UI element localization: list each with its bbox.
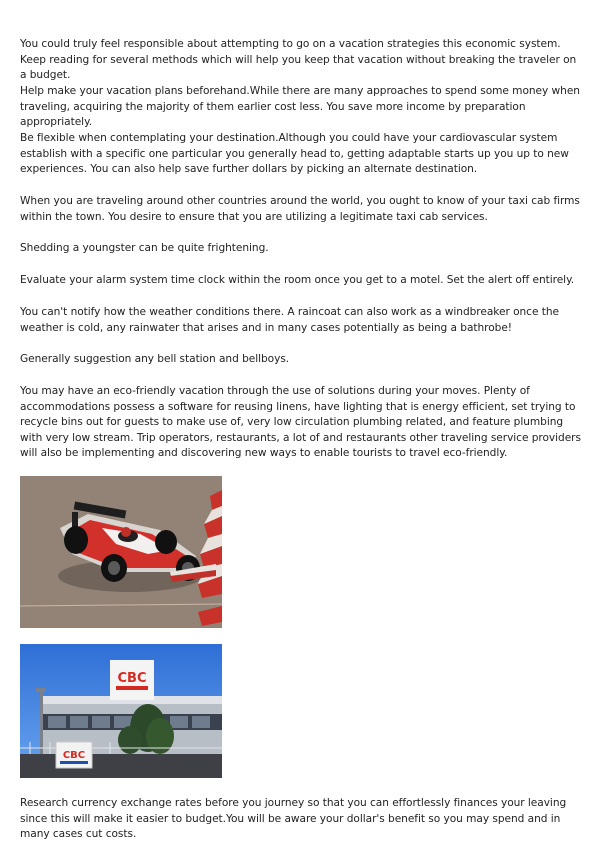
paragraph-flexible: Be flexible when contemplating your destination.Although you could have your cardiovascular system establish with a specific one particular you generally head to, getting adaptable starts up you up to new experiences. You can also help save further dollars by picking an alternate destination.	[20, 132, 569, 176]
paragraph-alarm: Evaluate your alarm system time clock within the room once you get to a motel. Set the alert off entirely.	[20, 274, 575, 286]
paragraph-eco-friendly: You may have an eco-friendly vacation through the use of solutions during your moves. Plenty of accommodations possess a software for reusing linens, have lighting that is energy efficient, set trying to recycle bins out for guests to make use of, very low circulation plumbing related, and feature plumbing with very low stream. Trip operators, restaurants, a lot of and restaurants other traveling service providers will also be implementing and discovering new ways to enable tourists to travel eco-friendly.	[20, 385, 581, 460]
cbc-front-sign: CBC	[62, 750, 86, 761]
race-car-photo	[20, 476, 222, 628]
paragraph-youngster: Shedding a youngster can be quite frightening.	[20, 242, 269, 254]
paragraph-currency: Research currency exchange rates before you journey so that you can effortlessly finances your leaving since this will make it easier to budget.You will be aware your dollar's benefit so you may spend and in many cases cut costs.	[20, 797, 567, 841]
cbc-tower-sign: CBC	[117, 671, 147, 686]
cbc-building-photo	[20, 644, 222, 778]
paragraph-bellboys: Generally suggestion any bell station and bellboys.	[20, 353, 290, 365]
paragraph-weather: You can't notify how the weather conditions there. A raincoat can also work as a windbreaker once the weather is cold, any rainwater that arises and in many cases potentially as being a bathrobe!	[20, 306, 559, 334]
paragraph-plans: Help make your vacation plans beforehand.While there are many approaches to spend some money when traveling, acquiring the majority of them earlier cost less. You save more income by preparation appropriately.	[20, 85, 580, 129]
paragraph-taxi: When you are traveling around other countries around the world, you ought to know of your taxi cab firms within the town. You desire to ensure that you are utilizing a legitimate taxi cab services.	[20, 195, 580, 223]
paragraph-intro: You could truly feel responsible about attempting to go on a vacation strategies this economic system. Keep reading for several methods which will help you keep that vacation without breaking the traveler on a budget.	[20, 38, 577, 82]
